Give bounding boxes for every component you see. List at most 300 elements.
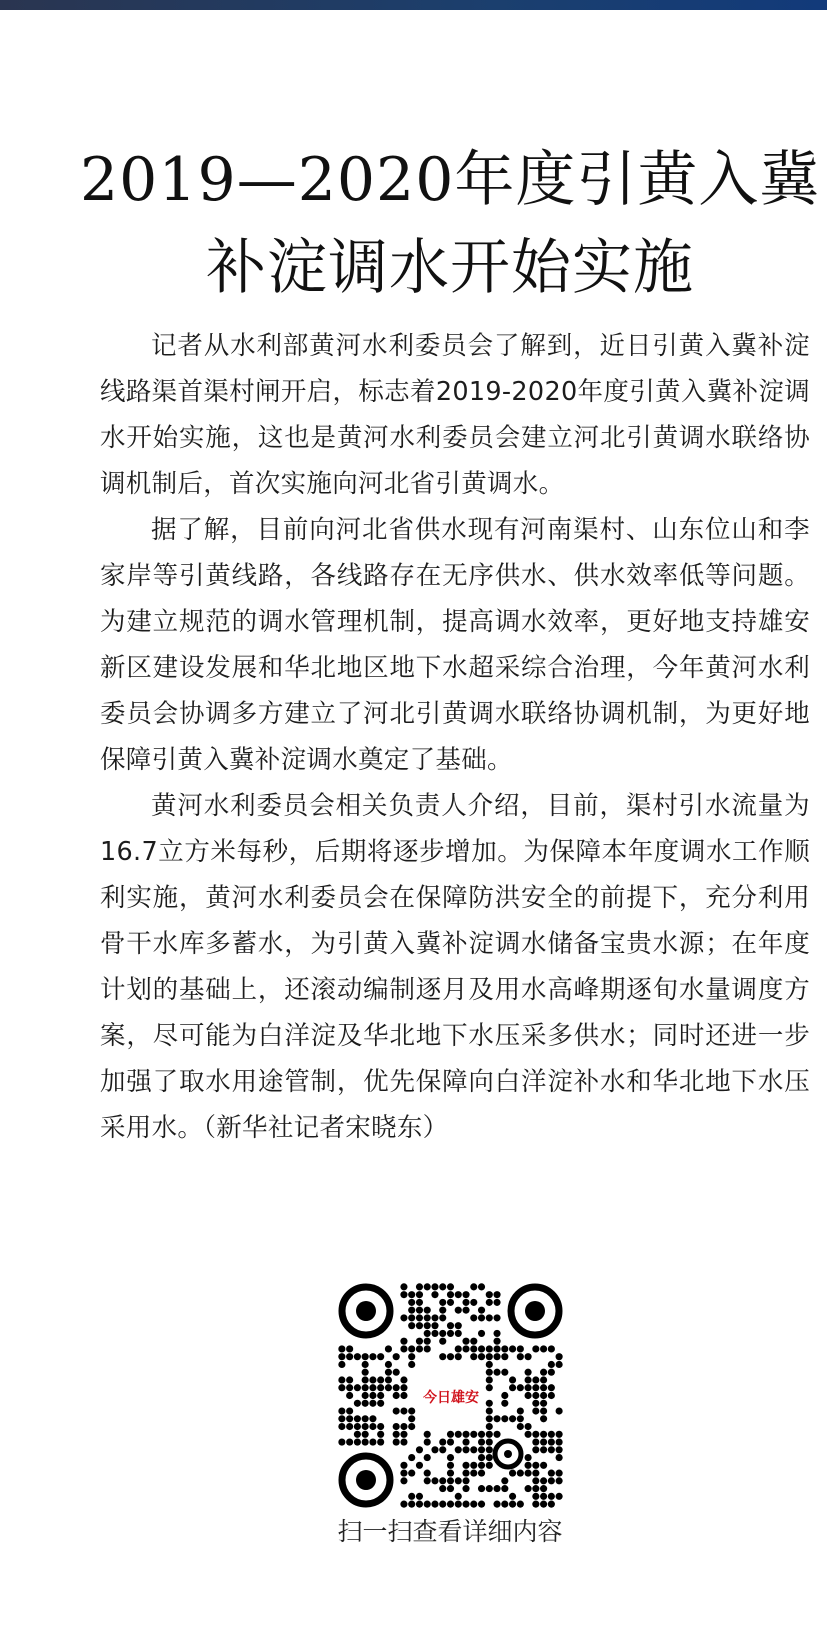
qr-module	[377, 1353, 384, 1360]
qr-module	[540, 1431, 547, 1438]
article-title-line-1: 2019—2020年度引黄入冀	[80, 145, 821, 216]
qr-module	[385, 1376, 392, 1383]
qr-module	[486, 1431, 493, 1438]
qr-module	[548, 1392, 555, 1399]
article-paragraph-2: 据了解，目前向河北省供水现有河南渠村、山东位山和李家岸等引黄线路，各线路存在无序供水、供水效率低等问题。为建立规范的调水管理机制，提高调水效率，更好地支持雄安新区建设发展和华北地区地下水超采综合治理，今年黄河水利委员会协调多方建立了河北引黄调水联络协调机制，为更好地保障引黄入冀补淀调水奠定了基础。	[100, 515, 810, 775]
qr-module	[540, 1477, 547, 1484]
qr-module	[408, 1361, 415, 1368]
qr-module	[455, 1446, 462, 1453]
qr-module	[470, 1338, 477, 1345]
qr-module	[462, 1299, 469, 1306]
qr-module	[532, 1438, 539, 1445]
qr-module	[447, 1454, 454, 1461]
qr-module	[338, 1415, 345, 1422]
qr-module	[540, 1446, 547, 1453]
qr-module	[486, 1314, 493, 1321]
qr-module	[462, 1470, 469, 1477]
qr-module	[416, 1338, 423, 1345]
qr-module	[501, 1353, 508, 1360]
qr-module	[424, 1307, 431, 1314]
qr-module	[447, 1438, 454, 1445]
qr-module	[369, 1438, 376, 1445]
qr-module	[486, 1415, 493, 1422]
qr-module	[408, 1454, 415, 1461]
qr-module	[486, 1291, 493, 1298]
qr-module	[548, 1361, 555, 1368]
qr-module	[486, 1361, 493, 1368]
qr-module	[556, 1438, 563, 1445]
qr-module	[447, 1291, 454, 1298]
qr-module	[385, 1361, 392, 1368]
qr-module	[525, 1353, 532, 1360]
qr-module	[416, 1283, 423, 1290]
qr-module	[540, 1376, 547, 1383]
qr-module	[548, 1446, 555, 1453]
qr-module	[486, 1438, 493, 1445]
qr-module	[532, 1392, 539, 1399]
qr-module	[493, 1501, 500, 1508]
qr-module	[501, 1392, 508, 1399]
qr-module	[470, 1501, 477, 1508]
qr-module	[532, 1446, 539, 1453]
qr-module	[362, 1376, 369, 1383]
qr-module	[439, 1485, 446, 1492]
qr-module	[493, 1338, 500, 1345]
qr-module	[408, 1470, 415, 1477]
qr-module	[439, 1299, 446, 1306]
qr-module	[393, 1407, 400, 1414]
qr-module	[548, 1431, 555, 1438]
qr-module	[354, 1353, 361, 1360]
article-title-line-2: 补淀调水开始实施	[206, 233, 694, 304]
qr-module	[447, 1462, 454, 1469]
qr-module	[501, 1485, 508, 1492]
qr-module	[408, 1423, 415, 1430]
qr-module	[346, 1438, 353, 1445]
qr-module	[478, 1501, 485, 1508]
qr-module	[416, 1314, 423, 1321]
qr-module	[478, 1314, 485, 1321]
qr-module	[501, 1345, 508, 1352]
qr-module	[346, 1423, 353, 1430]
qr-module	[517, 1353, 524, 1360]
qr-module	[400, 1392, 407, 1399]
qr-module	[424, 1477, 431, 1484]
qr-module	[362, 1438, 369, 1445]
qr-module	[424, 1330, 431, 1337]
qr-module	[478, 1307, 485, 1314]
qr-module	[486, 1353, 493, 1360]
qr-module	[338, 1361, 345, 1368]
qr-module	[455, 1345, 462, 1352]
qr-module	[493, 1345, 500, 1352]
qr-module	[470, 1314, 477, 1321]
qr-module	[424, 1470, 431, 1477]
qr-module	[525, 1384, 532, 1391]
qr-module	[354, 1431, 361, 1438]
qr-code-image	[338, 1283, 563, 1508]
qr-module	[532, 1501, 539, 1508]
qr-module	[478, 1345, 485, 1352]
qr-module	[532, 1493, 539, 1500]
qr-module	[385, 1345, 392, 1352]
qr-module	[385, 1369, 392, 1376]
qr-module	[338, 1376, 345, 1383]
qr-module	[462, 1462, 469, 1469]
qr-module	[424, 1338, 431, 1345]
qr-module	[493, 1431, 500, 1438]
qr-module	[478, 1462, 485, 1469]
qr-module	[447, 1485, 454, 1492]
qr-module	[408, 1314, 415, 1321]
qr-module	[478, 1283, 485, 1290]
qr-module	[408, 1407, 415, 1414]
qr-module	[462, 1338, 469, 1345]
qr-module	[540, 1501, 547, 1508]
qr-module	[408, 1299, 415, 1306]
qr-module	[447, 1330, 454, 1337]
qr-module	[346, 1407, 353, 1414]
qr-module	[447, 1501, 454, 1508]
qr-module	[548, 1470, 555, 1477]
qr-module	[470, 1353, 477, 1360]
qr-module	[525, 1392, 532, 1399]
qr-module	[556, 1431, 563, 1438]
qr-module	[556, 1361, 563, 1368]
qr-alignment-pattern	[495, 1441, 521, 1467]
qr-module	[462, 1485, 469, 1492]
qr-module	[338, 1384, 345, 1391]
qr-module	[377, 1376, 384, 1383]
qr-module	[525, 1462, 532, 1469]
qr-module	[362, 1353, 369, 1360]
qr-module	[540, 1407, 547, 1414]
qr-module	[532, 1384, 539, 1391]
qr-module	[517, 1407, 524, 1414]
qr-module	[540, 1369, 547, 1376]
qr-module	[455, 1291, 462, 1298]
qr-module	[431, 1477, 438, 1484]
qr-module	[556, 1493, 563, 1500]
qr-module	[338, 1438, 345, 1445]
article-paragraph-3: 黄河水利委员会相关负责人介绍，目前，渠村引水流量为16.7立方米每秒，后期将逐步增加。为保障本年度调水工作顺利实施，黄河水利委员会在保障防洪安全的前提下，充分利用骨干水库多蓄水，为引黄入冀补淀调水储备宝贵水源；在年度计划的基础上，还滚动编制逐月及用水高峰期逐旬水量调度方案，尽可能为白洋淀及华北地下水压采多供水；同时还进一步加强了取水用途管制，优先保障向白洋淀补水和华北地下水压采用水。（新华社记者宋晓东）	[100, 791, 810, 1143]
qr-module	[400, 1338, 407, 1345]
qr-module	[455, 1353, 462, 1360]
qr-module	[424, 1322, 431, 1329]
qr-module	[338, 1407, 345, 1414]
qr-module	[400, 1376, 407, 1383]
qr-module	[439, 1307, 446, 1314]
qr-module	[408, 1493, 415, 1500]
qr-module	[501, 1501, 508, 1508]
qr-module	[400, 1283, 407, 1290]
qr-module	[369, 1423, 376, 1430]
qr-module	[354, 1384, 361, 1391]
qr-module	[385, 1384, 392, 1391]
qr-module	[400, 1501, 407, 1508]
qr-module	[431, 1322, 438, 1329]
qr-module	[509, 1376, 516, 1383]
qr-module	[486, 1345, 493, 1352]
qr-module	[556, 1454, 563, 1461]
qr-module	[400, 1462, 407, 1469]
qr-module	[400, 1470, 407, 1477]
qr-module	[377, 1423, 384, 1430]
qr-module	[408, 1307, 415, 1314]
qr-module	[400, 1345, 407, 1352]
qr-module	[478, 1446, 485, 1453]
qr-module	[362, 1415, 369, 1422]
qr-module	[517, 1415, 524, 1422]
qr-module	[548, 1384, 555, 1391]
qr-module	[532, 1477, 539, 1484]
qr-module	[447, 1299, 454, 1306]
qr-module	[393, 1438, 400, 1445]
qr-module	[478, 1353, 485, 1360]
qr-module	[470, 1462, 477, 1469]
qr-module	[400, 1431, 407, 1438]
qr-module	[517, 1501, 524, 1508]
qr-finder-top-right	[511, 1287, 559, 1335]
qr-module	[408, 1322, 415, 1329]
qr-module	[408, 1345, 415, 1352]
qr-module	[369, 1415, 376, 1422]
qr-module	[424, 1314, 431, 1321]
qr-module	[509, 1470, 516, 1477]
qr-module	[525, 1431, 532, 1438]
qr-module	[525, 1485, 532, 1492]
qr-module	[447, 1470, 454, 1477]
qr-module	[431, 1283, 438, 1290]
qr-module	[532, 1376, 539, 1383]
qr-logo-text: 今日雄安	[423, 1390, 479, 1406]
qr-module	[362, 1431, 369, 1438]
qr-module	[548, 1493, 555, 1500]
qr-module	[462, 1477, 469, 1484]
qr-module	[377, 1431, 384, 1438]
qr-module	[362, 1423, 369, 1430]
qr-module	[455, 1330, 462, 1337]
qr-module	[478, 1438, 485, 1445]
article-title	[80, 136, 820, 312]
qr-module	[478, 1330, 485, 1337]
qr-module	[346, 1345, 353, 1352]
qr-module	[470, 1299, 477, 1306]
qr-module	[455, 1307, 462, 1314]
qr-module	[369, 1376, 376, 1383]
qr-module	[354, 1400, 361, 1407]
qr-module	[493, 1353, 500, 1360]
qr-module	[346, 1353, 353, 1360]
qr-module	[525, 1423, 532, 1430]
qr-module	[525, 1470, 532, 1477]
qr-module	[509, 1415, 516, 1422]
qr-module	[532, 1470, 539, 1477]
qr-module	[548, 1477, 555, 1484]
qr-module	[439, 1501, 446, 1508]
qr-module	[369, 1392, 376, 1399]
qr-module	[509, 1384, 516, 1391]
qr-module	[416, 1493, 423, 1500]
qr-module	[416, 1446, 423, 1453]
qr-module	[501, 1400, 508, 1407]
qr-module	[540, 1384, 547, 1391]
qr-module	[424, 1431, 431, 1438]
qr-module	[416, 1291, 423, 1298]
qr-module	[462, 1501, 469, 1508]
qr-module	[400, 1477, 407, 1484]
qr-module	[486, 1446, 493, 1453]
qr-module	[486, 1454, 493, 1461]
qr-module	[517, 1423, 524, 1430]
qr-module	[509, 1345, 516, 1352]
qr-module	[478, 1485, 485, 1492]
qr-module	[393, 1423, 400, 1430]
qr-module	[393, 1392, 400, 1399]
qr-module	[517, 1384, 524, 1391]
qr-module	[369, 1353, 376, 1360]
qr-module	[540, 1493, 547, 1500]
qr-module	[338, 1423, 345, 1430]
qr-module	[408, 1353, 415, 1360]
qr-module	[478, 1454, 485, 1461]
qr-module	[455, 1322, 462, 1329]
qr-module	[462, 1431, 469, 1438]
qr-module	[354, 1415, 361, 1422]
qr-module	[377, 1400, 384, 1407]
qr-module	[462, 1291, 469, 1298]
qr-module	[400, 1423, 407, 1430]
qr-module	[362, 1384, 369, 1391]
qr-module	[478, 1431, 485, 1438]
qr-module	[346, 1392, 353, 1399]
qr-module	[393, 1353, 400, 1360]
qr-module	[540, 1400, 547, 1407]
qr-module	[470, 1446, 477, 1453]
qr-module	[486, 1423, 493, 1430]
qr-module	[532, 1345, 539, 1352]
qr-module	[400, 1314, 407, 1321]
qr-module	[540, 1345, 547, 1352]
article-body	[100, 323, 810, 1151]
qr-module	[556, 1477, 563, 1484]
qr-module	[431, 1330, 438, 1337]
qr-module	[556, 1446, 563, 1453]
qr-module	[462, 1307, 469, 1314]
qr-module	[362, 1392, 369, 1399]
qr-module	[493, 1485, 500, 1492]
qr-module	[362, 1361, 369, 1368]
qr-module	[439, 1353, 446, 1360]
qr-module	[377, 1438, 384, 1445]
qr-module	[393, 1384, 400, 1391]
qr-module	[486, 1299, 493, 1306]
qr-module	[416, 1322, 423, 1329]
qr-module	[408, 1291, 415, 1298]
qr-module	[393, 1431, 400, 1438]
qr-module	[439, 1446, 446, 1453]
qr-module	[338, 1353, 345, 1360]
qr-module	[462, 1446, 469, 1453]
qr-module	[362, 1369, 369, 1376]
qr-module	[455, 1501, 462, 1508]
qr-module	[416, 1345, 423, 1352]
qr-module	[400, 1291, 407, 1298]
qr-module	[431, 1446, 438, 1453]
article-paragraph-1: 记者从水利部黄河水利委员会了解到，近日引黄入冀补淀线路渠首渠村闸开启，标志着2019-2020年度引黄入冀补淀调水开始实施，这也是黄河水利委员会建立河北引黄调水联络协调机制后，首次实施向河北省引黄调水。	[100, 331, 810, 499]
qr-module	[509, 1501, 516, 1508]
qr-module	[408, 1415, 415, 1422]
qr-module	[447, 1283, 454, 1290]
qr-module	[556, 1407, 563, 1414]
qr-module	[346, 1376, 353, 1383]
qr-module	[501, 1477, 508, 1484]
qr-module	[400, 1438, 407, 1445]
qr-code[interactable]	[338, 1283, 563, 1508]
qr-module	[532, 1400, 539, 1407]
qr-module	[540, 1485, 547, 1492]
qr-module	[532, 1407, 539, 1414]
qr-module	[486, 1485, 493, 1492]
qr-module	[400, 1407, 407, 1414]
qr-module	[493, 1330, 500, 1337]
qr-module	[424, 1283, 431, 1290]
qr-caption: 扫一扫查看详细内容	[337, 1517, 563, 1546]
top-accent-bar	[0, 0, 827, 10]
qr-module	[424, 1438, 431, 1445]
qr-module	[517, 1470, 524, 1477]
qr-module	[540, 1438, 547, 1445]
qr-module	[447, 1353, 454, 1360]
qr-module	[486, 1462, 493, 1469]
qr-module	[548, 1501, 555, 1508]
qr-module	[400, 1384, 407, 1391]
qr-module	[346, 1415, 353, 1422]
qr-module	[377, 1392, 384, 1399]
qr-module	[493, 1299, 500, 1306]
qr-module	[447, 1477, 454, 1484]
qr-module	[486, 1384, 493, 1391]
qr-module	[540, 1462, 547, 1469]
qr-module	[346, 1384, 353, 1391]
qr-module	[548, 1438, 555, 1445]
qr-module	[493, 1415, 500, 1422]
qr-module	[470, 1345, 477, 1352]
qr-module	[431, 1314, 438, 1321]
qr-module	[548, 1345, 555, 1352]
qr-module	[408, 1501, 415, 1508]
qr-finder-bottom-left	[342, 1456, 390, 1504]
qr-module	[556, 1353, 563, 1360]
qr-module	[501, 1415, 508, 1422]
qr-module	[447, 1431, 454, 1438]
qr-module	[377, 1384, 384, 1391]
qr-module	[439, 1330, 446, 1337]
qr-module	[532, 1485, 539, 1492]
qr-module	[439, 1338, 446, 1345]
qr-module	[424, 1501, 431, 1508]
qr-module	[486, 1400, 493, 1407]
qr-module	[462, 1438, 469, 1445]
qr-module	[416, 1307, 423, 1314]
qr-module	[470, 1470, 477, 1477]
qr-module	[431, 1291, 438, 1298]
qr-finder-top-left	[342, 1287, 390, 1335]
qr-module	[439, 1314, 446, 1321]
qr-module	[493, 1291, 500, 1298]
qr-module	[439, 1438, 446, 1445]
qr-module	[354, 1423, 361, 1430]
